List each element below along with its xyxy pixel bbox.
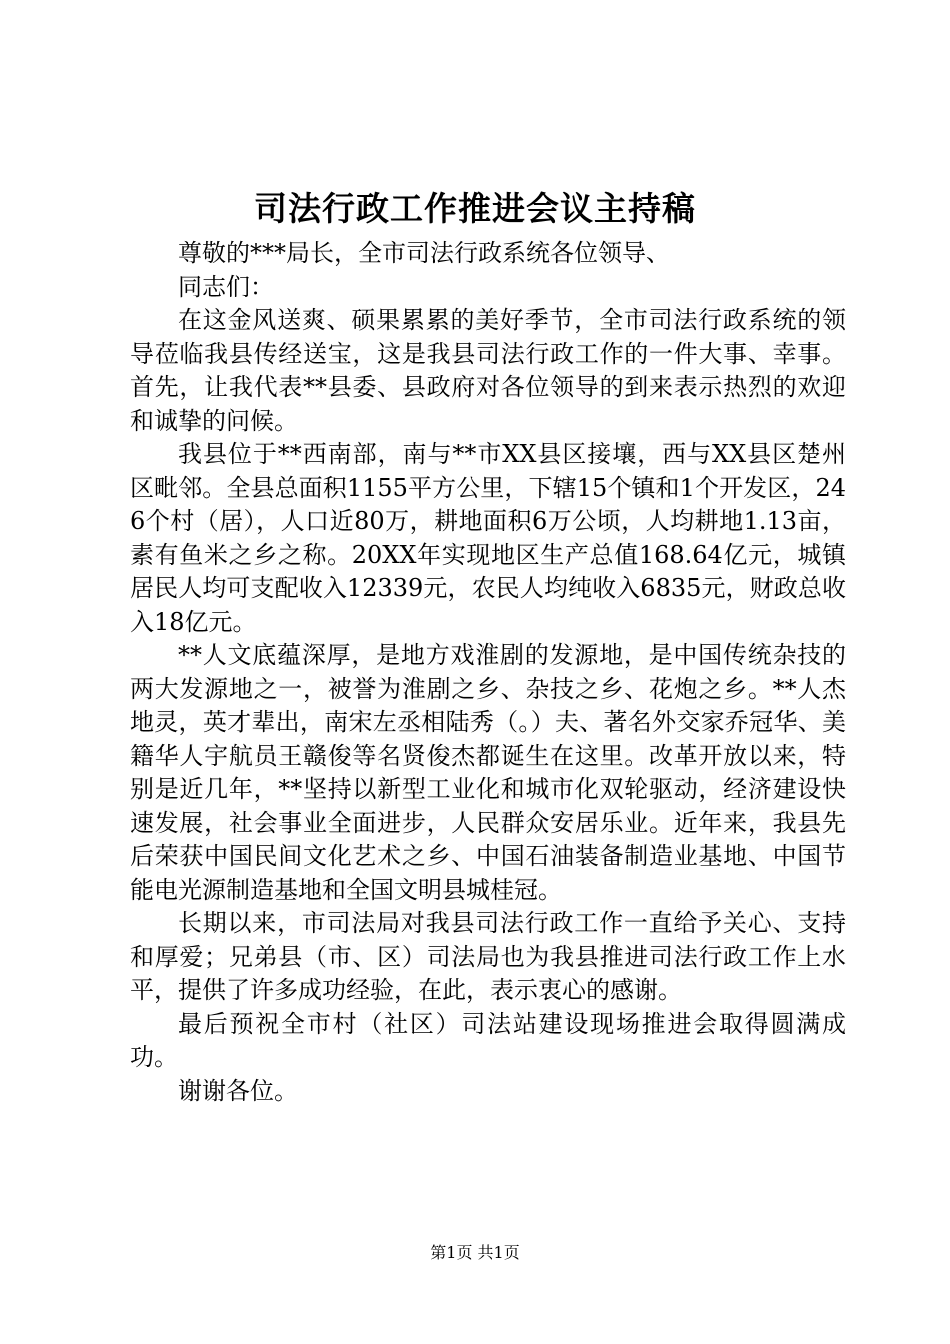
salutation-line: 尊敬的***局长，全市司法行政系统各位领导、	[178, 239, 670, 267]
document-body	[130, 237, 846, 1108]
paragraph-closing: 谢谢各位。	[178, 1076, 298, 1105]
document-title: 司法行政工作推进会议主持稿	[254, 189, 696, 228]
paragraph-wishes: 最后预祝全市村（社区）司法站建设现场推进会取得圆满成功。	[130, 1009, 846, 1071]
salutation-line-2: 同志们：	[178, 272, 274, 301]
paragraph-welcome: 在这金风送爽、硕果累累的美好季节，全市司法行政系统的领导莅临我县传经送宝，这是我县司法行政工作的一件大事、幸事。首先，让我代表**县委、县政府对各位领导的到来表示热烈的欢迎和诚挚的问候。	[130, 306, 846, 435]
page-footer: 第1页 共1页	[430, 1243, 520, 1262]
paragraph-county-overview: 我县位于**西南部，南与**市XX县区接壤，西与XX县区楚州区毗邻。全县总面积1155平方公里，下辖15个镇和1个开发区，246个村（居），人口近80万，耕地面积6万公顷，人均耕地1.13亩，素有鱼米之乡之称。20XX年实现地区生产总值168.64亿元，城镇居民人均可支配收入12339元，农民人均纯收入6835元，财政总收入18亿元。	[130, 440, 846, 636]
paragraph-culture: **人文底蕴深厚，是地方戏淮剧的发源地，是中国传统杂技的两大发源地之一，被誉为淮剧之乡、杂技之乡、花炮之乡。**人杰地灵，英才辈出，南宋左丞相陆秀（。）夫、著名外交家乔冠华、美籍华人宇航员王赣俊等名贤俊杰都诞生在这里。改革开放以来，特别是近几年，**坚持以新型工业化和城市化双轮驱动，经济建设快速发展，社会事业全面进步，人民群众安居乐业。近年来，我县先后荣获中国民间文化艺术之乡、中国石油装备制造业基地、中国节能电光源制造基地和全国文明县城桂冠。	[130, 641, 846, 904]
paragraph-thanks: 长期以来，市司法局对我县司法行政工作一直给予关心、支持和厚爱；兄弟县（市、区）司法局也为我县推进司法行政工作上水平，提供了许多成功经验，在此，表示衷心的感谢。	[130, 909, 846, 1004]
